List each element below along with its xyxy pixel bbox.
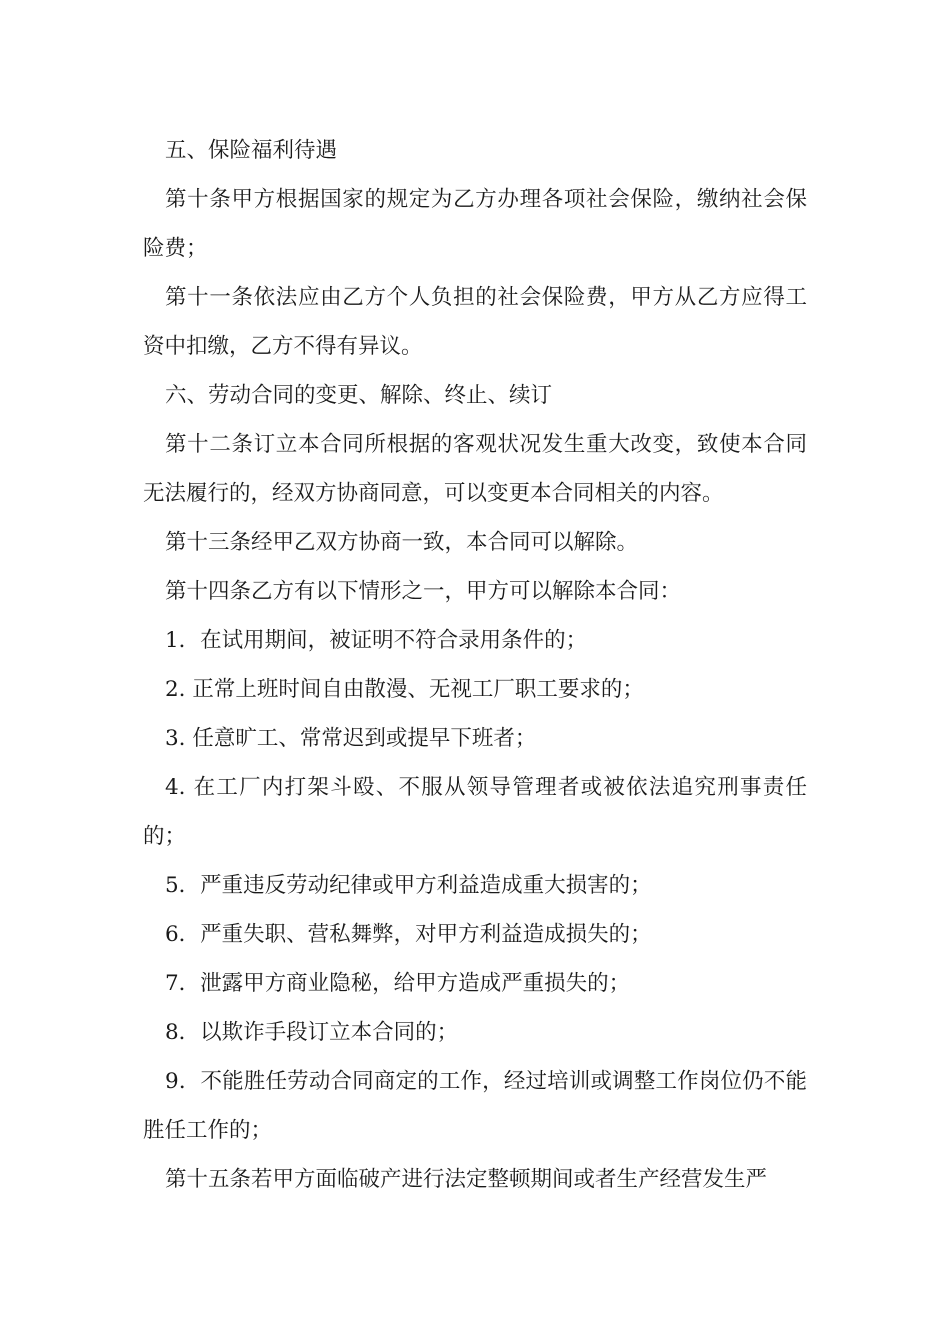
list-item-2: 2. 正常上班时间自由散漫、无视工厂职工要求的；	[165, 677, 644, 702]
list-item-8: 8．以欺诈手段订立本合同的；	[165, 1020, 459, 1045]
article-10: 第十条甲方根据国家的规定为乙方办理各项社会保险，缴纳社会保险费；	[143, 187, 807, 261]
list-item-4: 4. 在工厂内打架斗殴、不服从领导管理者或被依法追究刑事责任的；	[143, 775, 807, 849]
list-item-5: 5．严重违反劳动纪律或甲方利益造成重大损害的；	[165, 873, 652, 898]
article-15: 第十五条若甲方面临破产进行法定整顿期间或者生产经营发生严	[165, 1167, 768, 1192]
article-13: 第十三条经甲乙双方协商一致，本合同可以解除。	[165, 530, 639, 555]
list-item-3: 3. 任意旷工、常常迟到或提早下班者；	[165, 726, 537, 751]
section-heading-contract-changes: 六、劳动合同的变更、解除、终止、续订	[165, 383, 553, 408]
list-item-7: 7．泄露甲方商业隐秘，给甲方造成严重损失的；	[165, 971, 631, 996]
list-item-9: 9．不能胜任劳动合同商定的工作，经过培训或调整工作岗位仍不能胜任工作的；	[143, 1069, 807, 1143]
article-12: 第十二条订立本合同所根据的客观状况发生重大改变，致使本合同无法履行的，经双方协商同意，可以变更本合同相关的内容。	[143, 432, 807, 506]
list-item-6: 6．严重失职、营私舞弊，对甲方利益造成损失的；	[165, 922, 652, 947]
section-heading-insurance: 五、保险福利待遇	[165, 138, 338, 163]
article-11: 第十一条依法应由乙方个人负担的社会保险费，甲方从乙方应得工资中扣缴，乙方不得有异议。	[143, 285, 807, 359]
article-14: 第十四条乙方有以下情形之一，甲方可以解除本合同：	[165, 579, 682, 604]
list-item-1: 1．在试用期间，被证明不符合录用条件的；	[165, 628, 588, 653]
document-body	[143, 126, 807, 1204]
